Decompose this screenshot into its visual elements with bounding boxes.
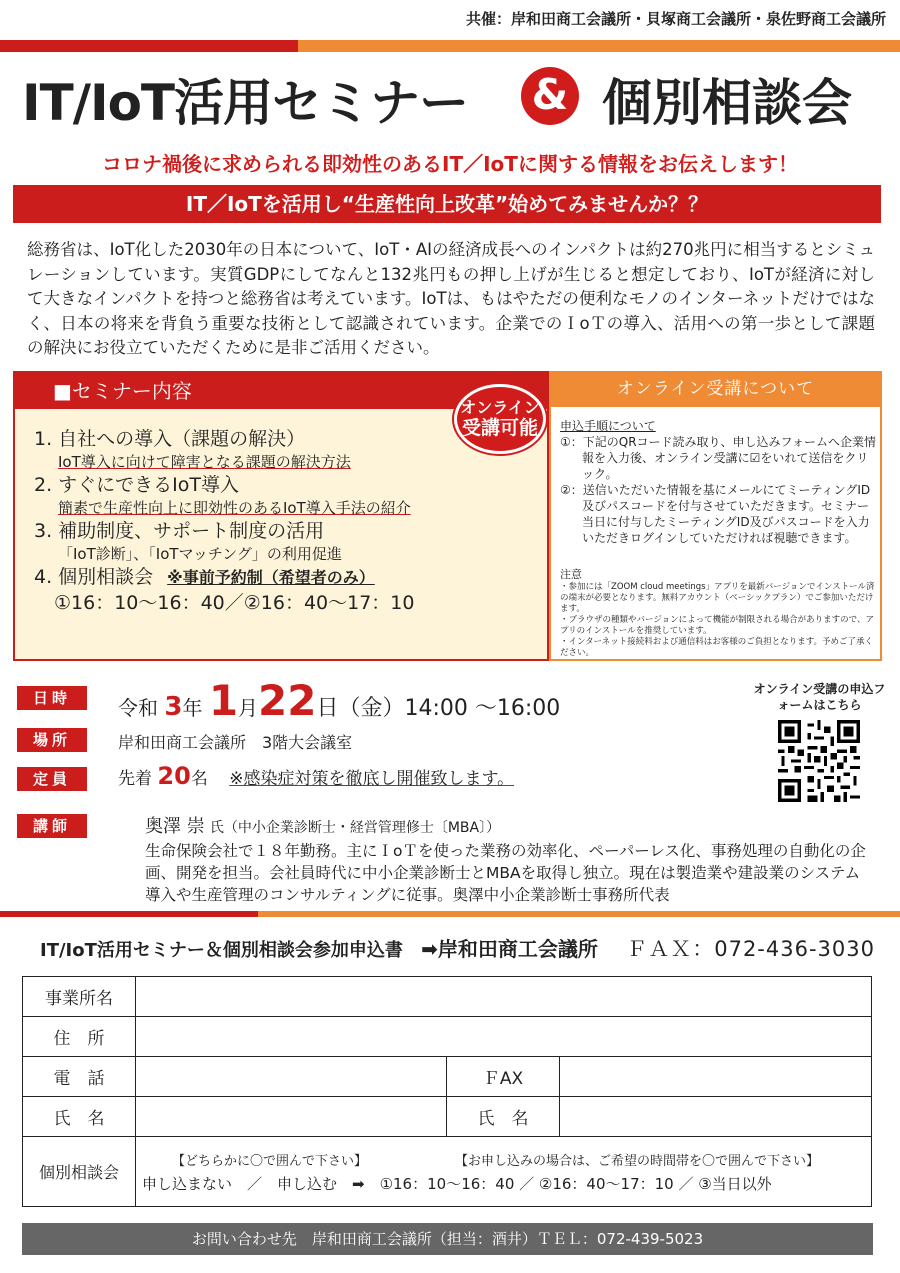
date-tsuki: 月 (238, 696, 259, 720)
form-label-phone: 電 話 (23, 1057, 136, 1097)
form-fax: ＦＡＸ：072-436-3030 (626, 937, 875, 961)
name-field-1[interactable] (136, 1097, 447, 1137)
form-label-address: 住 所 (23, 1017, 136, 1057)
form-row-company (23, 977, 872, 1017)
date-month: 1 (208, 676, 239, 725)
title-seminar: IT/IoT活用セミナー (22, 74, 469, 132)
consult-note-1: 【どちらかに〇で囲んで下さい】 (172, 1153, 368, 1169)
company-field[interactable] (136, 977, 872, 1017)
seminar-item-3-sub: 「IoT診断」、「IoTマッチング」の利用促進 (58, 545, 342, 563)
qr-code-icon[interactable] (778, 720, 860, 802)
procedure-step-2: ②：送信いただいた情報を基にメールにてミーティングID及びパスコードを付与させていただきます。セミナー当日に付与したミーティングID及びパスコードを入力いただきログインしていただければ視聴できます。 (560, 483, 871, 545)
lecturer-bio: 生命保険会社で１８年勤務。主にＩoＴを使った業務の効率化、ペーパーレス化、事務処理の自動化の企画、開発を担当。会社員時代に中小企業診断士とMBAを取得し独立。現在は製造業や建設業のシステム導入や生産管理のコンサルティングに従事。奥澤中小企業診断士事務所代表 (145, 842, 866, 904)
event-date (118, 676, 560, 725)
form-label-fax: ＦAX (447, 1057, 560, 1097)
seminar-list (34, 427, 544, 616)
consultation-field[interactable] (136, 1137, 872, 1207)
address-field[interactable] (136, 1017, 872, 1057)
lecturer-label: 講師 (17, 814, 87, 838)
divider-orange (258, 911, 900, 917)
stamp-line1: オンライン (460, 398, 540, 417)
date-year: 3 (164, 692, 183, 722)
date-time: 日（金）14:00 ～16:00 (316, 696, 561, 721)
phone-field[interactable] (136, 1057, 447, 1097)
consult-times: ①16：10～16：40／②16：40～17：10 (54, 592, 415, 614)
date-label: 日時 (17, 686, 87, 710)
reservation-note: ※事前予約制（希望者のみ） (167, 568, 375, 587)
date-era: 令和 (118, 696, 158, 720)
capacity-prefix: 先着 (118, 769, 152, 789)
consultation-options[interactable]: 申し込まない ／ 申し込む ➡ ①16：10～16：40 ／ ②16：40～17：10 ／ ③当日以外 (142, 1174, 772, 1193)
co-hosts: 共催：岸和田商工会議所・貝塚商工会議所・泉佐野商工会議所 (465, 10, 886, 28)
form-row-address (23, 1017, 872, 1057)
top-bar-red (0, 40, 298, 52)
seminar-item-1-sub: IoT導入に向けて障害となる課題の解決方法 (58, 453, 351, 471)
capacity (118, 762, 514, 790)
lecturer-name: 奥澤 崇 (145, 816, 205, 837)
form-row-phone (23, 1057, 872, 1097)
note-3: ・インターネット接続料および通信料はお客様のご負担となります。予めご了承ください。 (560, 637, 874, 658)
form-label-company: 事業所名 (23, 977, 136, 1017)
form-title-text: IT/IoT活用セミナー＆個別相談会参加申込書 (40, 940, 403, 961)
online-heading: オンライン受講について (549, 371, 882, 407)
seminar-item-3: 3. 補助制度、サポート制度の活用 (34, 520, 325, 542)
ampersand-badge: & (521, 67, 579, 125)
online-procedure (560, 418, 876, 546)
procedure-title: 申込手順について (560, 419, 656, 433)
consult-note-2: 【お申し込みの場合は、ご希望の時間帯を〇で囲んで下さい】 (455, 1153, 820, 1169)
date-day: 22 (258, 676, 317, 725)
lecturer-title: 氏（中小企業診断士・経営管理修士〔MBA〕） (209, 820, 501, 836)
seminar-item-4-label: 4. 個別相談会 (34, 566, 154, 588)
online-notes (560, 568, 876, 659)
subtitle: コロナ禍後に求められる即効性のあるIT／IoTに関する情報をお伝えします！ (102, 152, 798, 176)
fax-field[interactable] (560, 1057, 872, 1097)
capacity-unit: 名 (190, 769, 208, 789)
top-bar-orange (298, 40, 900, 52)
date-nen: 年 (182, 696, 203, 720)
title-consultation: 個別相談会 (602, 74, 852, 132)
seminar-item-2: 2. すぐにできるIoT導入 (34, 474, 240, 496)
stamp-line2: 受講可能 (461, 417, 538, 439)
form-destination: ➡岸和田商工会議所 (421, 937, 598, 961)
form-label-name-2: 氏 名 (447, 1097, 560, 1137)
capacity-note: ※感染症対策を徹底し開催致します。 (229, 769, 515, 789)
contact-footer: お問い合わせ先 岸和田商工会議所（担当：酒井）ＴＥＬ：072-439-5023 (22, 1223, 873, 1255)
name-field-2[interactable] (560, 1097, 872, 1137)
notes-title: 注意 (560, 568, 582, 581)
divider-red (0, 911, 258, 917)
procedure-step-1: ①：下記のQRコード読み取り、申し込みフォームへ企業情報を入力後、オンライン受講に☑をいれて送信をクリック。 (560, 435, 876, 481)
note-1: ・参加には「ZOOM cloud meetings」アプリを最新バージョンでインストール済の端末が必要となります。無料アカウント（ベーシックプラン）でご参加いただけます。 (560, 582, 875, 614)
form-label-name-1: 氏 名 (23, 1097, 136, 1137)
place-label: 場所 (17, 728, 87, 752)
lecturer (145, 812, 500, 838)
headline-band: IT／IoTを活用し“生産性向上改革”始めてみませんか？？ (13, 185, 881, 223)
capacity-number: 20 (157, 762, 191, 790)
form-title (40, 933, 875, 963)
note-2: ・ブラウザの種類やバージョンによって機能が制限される場合がありますので、アプリのインストールを推奨しています。 (560, 615, 874, 636)
venue: 岸和田商工会議所 3階大会議室 (118, 733, 353, 752)
consultation-notes (142, 1150, 871, 1169)
seminar-item-4 (34, 565, 544, 590)
seminar-heading: ■セミナー内容 (15, 373, 547, 409)
form-row-name (23, 1097, 872, 1137)
form-label-consultation: 個別相談会 (23, 1137, 136, 1207)
seminar-item-1: 1. 自社への導入（課題の解決） (34, 428, 306, 450)
application-form (22, 976, 872, 1207)
intro-paragraph: 総務省は、IoT化した2030年の日本について、IoT・AIの経済成長へのインパクトは約270兆円に相当するとシミュレーションしています。実質GDPにしてなんと132兆円もの押し上げが生じると想定しており、IoTが経済に対して大きなインパクトを持つと総務省は考えています。IoTは、もはやただの便利なモノのインターネットだけではなく、日本の将来を背負う重要な技術として認識されています。企業でのＩoＴの導入、活用への第一歩として課題の解決にお役立ていただくために是非ご活用ください。 (27, 240, 875, 357)
form-row-consultation (23, 1137, 872, 1207)
capacity-label: 定員 (17, 767, 87, 791)
qr-caption: オンライン受講の申込フォームはこちら (753, 682, 886, 712)
seminar-item-2-sub: 簡素で生産性向上に即効性のあるIoT導入手法の紹介 (58, 499, 411, 517)
